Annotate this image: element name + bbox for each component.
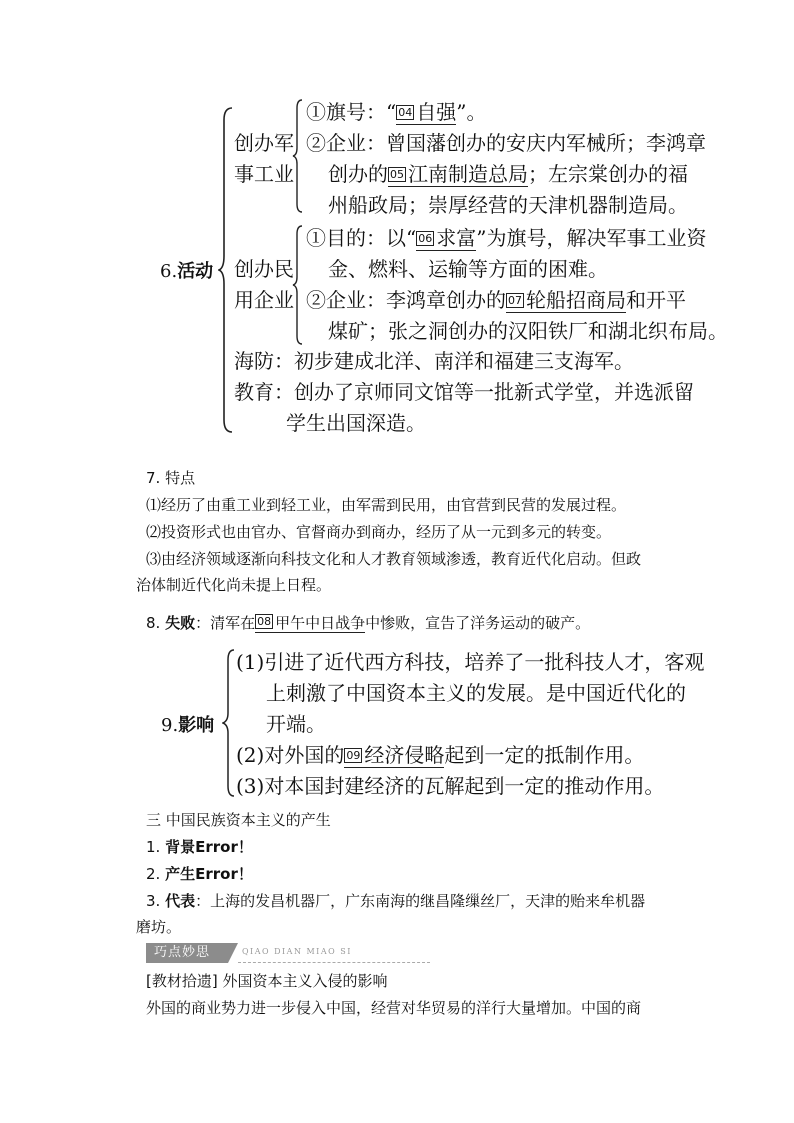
min-item-1 — [306, 223, 706, 285]
part-3-item-2-number: 2. — [146, 865, 161, 883]
section-9-point-2-post: 起到一定的抵制作用。 — [444, 743, 645, 767]
jiaoyu-block — [234, 377, 694, 439]
section-6-number: 6. — [160, 261, 178, 282]
jun-item-1-post: ”。 — [456, 100, 487, 124]
tip-badge-label: 巧点妙思 — [154, 945, 211, 960]
answer-number-09: 09 — [346, 749, 361, 762]
answer-05: 江南制造总局 — [408, 162, 528, 186]
section-7-point-3 — [136, 548, 642, 596]
jun-item-2-line2 — [306, 159, 706, 190]
answer-number-04: 04 — [398, 106, 413, 119]
part-3-heading: 三 中国民族资本主义的产生 — [146, 811, 331, 829]
part-3-item-1-text: 背景Error！ — [165, 838, 253, 856]
min-title-line1: 创办民 — [234, 257, 294, 281]
min-title-line2: 用企业 — [234, 288, 294, 312]
jun-item-2-pre: 创办的 — [328, 162, 388, 186]
section-9-point-1-line1: (1)引进了近代西方科技，培养了一批科技人才，客观 — [236, 650, 705, 674]
part-3-item-3-title: 代表 — [165, 892, 196, 910]
section-9-heading — [161, 711, 214, 737]
answer-04: 自强 — [416, 100, 457, 124]
min-item-2-post: 和开平 — [626, 288, 686, 312]
jun-brace — [292, 98, 304, 214]
answer-number-08: 08 — [257, 615, 272, 628]
part-3-item-1 — [146, 836, 253, 858]
section-8 — [146, 612, 590, 634]
answer-07: 轮船招商局 — [526, 288, 626, 312]
jun-item-2-line3: 州船政局；崇厚经营的天津机器制造局。 — [328, 193, 688, 217]
tip-banner — [146, 943, 430, 963]
jiaoyu-line1: 教育：创办了京师同文馆等一批新式学堂，并选派留 — [234, 380, 694, 404]
min-item-1-pre: ①目的：以“ — [306, 226, 417, 250]
answer-number-05: 05 — [390, 168, 404, 181]
section-7-point-3-line2: 治体制近代化尚未提上日程。 — [136, 576, 332, 594]
section-6-heading — [160, 257, 213, 283]
section-8-number: 8. — [146, 614, 161, 632]
section-7-point-1: ⑴经历了由重工业到轻工业，由军需到民用，由官营到民营的发展过程。 — [146, 496, 627, 514]
answer-06: 求富 — [436, 226, 477, 250]
min-title — [234, 254, 294, 316]
outer-brace — [218, 106, 234, 434]
answer-08: 甲午中日战争 — [275, 614, 366, 632]
tip-badge-tail — [228, 943, 238, 963]
tip-heading: [教材拾遗] 外国资本主义入侵的影响 — [146, 972, 388, 990]
section-9-number: 9. — [161, 715, 179, 736]
min-item-1-post: ”为旗号，解决军事工业资 — [476, 226, 707, 250]
min-brace — [292, 224, 304, 346]
part-3-item-3-line2: 磨坊。 — [136, 918, 182, 936]
tip-body: 外国的商业势力进一步侵入中国，经营对华贸易的洋行大量增加。中国的商 — [146, 999, 642, 1017]
part-3-item-1-number: 1. — [146, 838, 161, 856]
answer-number-06: 06 — [418, 232, 433, 245]
min-item-1-line2: 金、燃料、运输等方面的困难。 — [328, 257, 608, 281]
jiaoyu-line2: 学生出国深造。 — [286, 411, 426, 435]
section-9-brace — [222, 648, 236, 798]
jun-title — [234, 128, 294, 190]
part-3-item-2-text: 产生Error！ — [165, 865, 253, 883]
section-8-title: 失败 — [165, 614, 196, 632]
section-7-point-3-line1: ⑶由经济领域逐渐向科技文化和人才教育领域渗透，教育近代化启动。但政 — [146, 550, 642, 568]
answer-number-07: 07 — [508, 294, 522, 307]
part-3-item-3-line1 — [146, 890, 645, 912]
jun-item-2 — [306, 128, 706, 221]
part-3-item-2 — [146, 863, 253, 885]
part-3-item-3-number: 3. — [146, 892, 161, 910]
jun-title-line1: 创办军 — [234, 131, 294, 155]
tip-rule — [238, 962, 430, 963]
section-9-point-3: (3)对本国封建经济的瓦解起到一定的推动作用。 — [236, 774, 665, 798]
section-9-title: 影响 — [178, 715, 215, 736]
haifang-line: 海防：初步建成北洋、南洋和福建三支海军。 — [234, 349, 634, 373]
jun-item-2-post: ；左宗棠创办的福 — [528, 162, 688, 186]
jun-item-2-line1: ②企业：曾国藩创办的安庆内军械所；李鸿章 — [306, 131, 706, 155]
jun-title-line2: 事工业 — [234, 162, 294, 186]
part-3-item-3-text: ：上海的发昌机器厂，广东南海的继昌隆缫丝厂，天津的贻来牟机器 — [195, 892, 646, 910]
min-item-1-line1 — [306, 223, 706, 254]
min-item-2 — [306, 285, 728, 347]
section-9-point-1-line2: 上刺激了中国资本主义的发展。是中国近代化的 — [266, 681, 686, 705]
min-item-2-line1 — [306, 285, 728, 316]
section-9-point-1-line3: 开端。 — [266, 712, 326, 736]
jun-item-1 — [306, 97, 486, 128]
section-9-point-2-pre: (2)对外国的 — [236, 743, 345, 767]
section-8-pre: ：清军在 — [195, 614, 256, 632]
min-item-2-pre: ②企业：李鸿章创办的 — [306, 288, 506, 312]
answer-09: 经济侵略 — [364, 743, 445, 767]
section-6-title: 活动 — [177, 261, 214, 282]
section-8-post: 中惨败，宣告了洋务运动的破产。 — [365, 614, 591, 632]
section-7-point-2: ⑵投资形式也由官办、官督商办到商办，经历了从一元到多元的转变。 — [146, 523, 612, 541]
section-9-point-1 — [236, 647, 704, 740]
jun-item-1-pre: ①旗号：“ — [306, 100, 397, 124]
section-9-point-2 — [236, 740, 644, 771]
section-7-title: 7. 特点 — [146, 469, 196, 487]
part-3-item-3 — [136, 890, 646, 938]
min-item-2-line2: 煤矿；张之洞创办的汉阳铁厂和湖北织布局。 — [328, 319, 728, 343]
tip-pinyin: QIAO DIAN MIAO SI — [242, 947, 352, 956]
